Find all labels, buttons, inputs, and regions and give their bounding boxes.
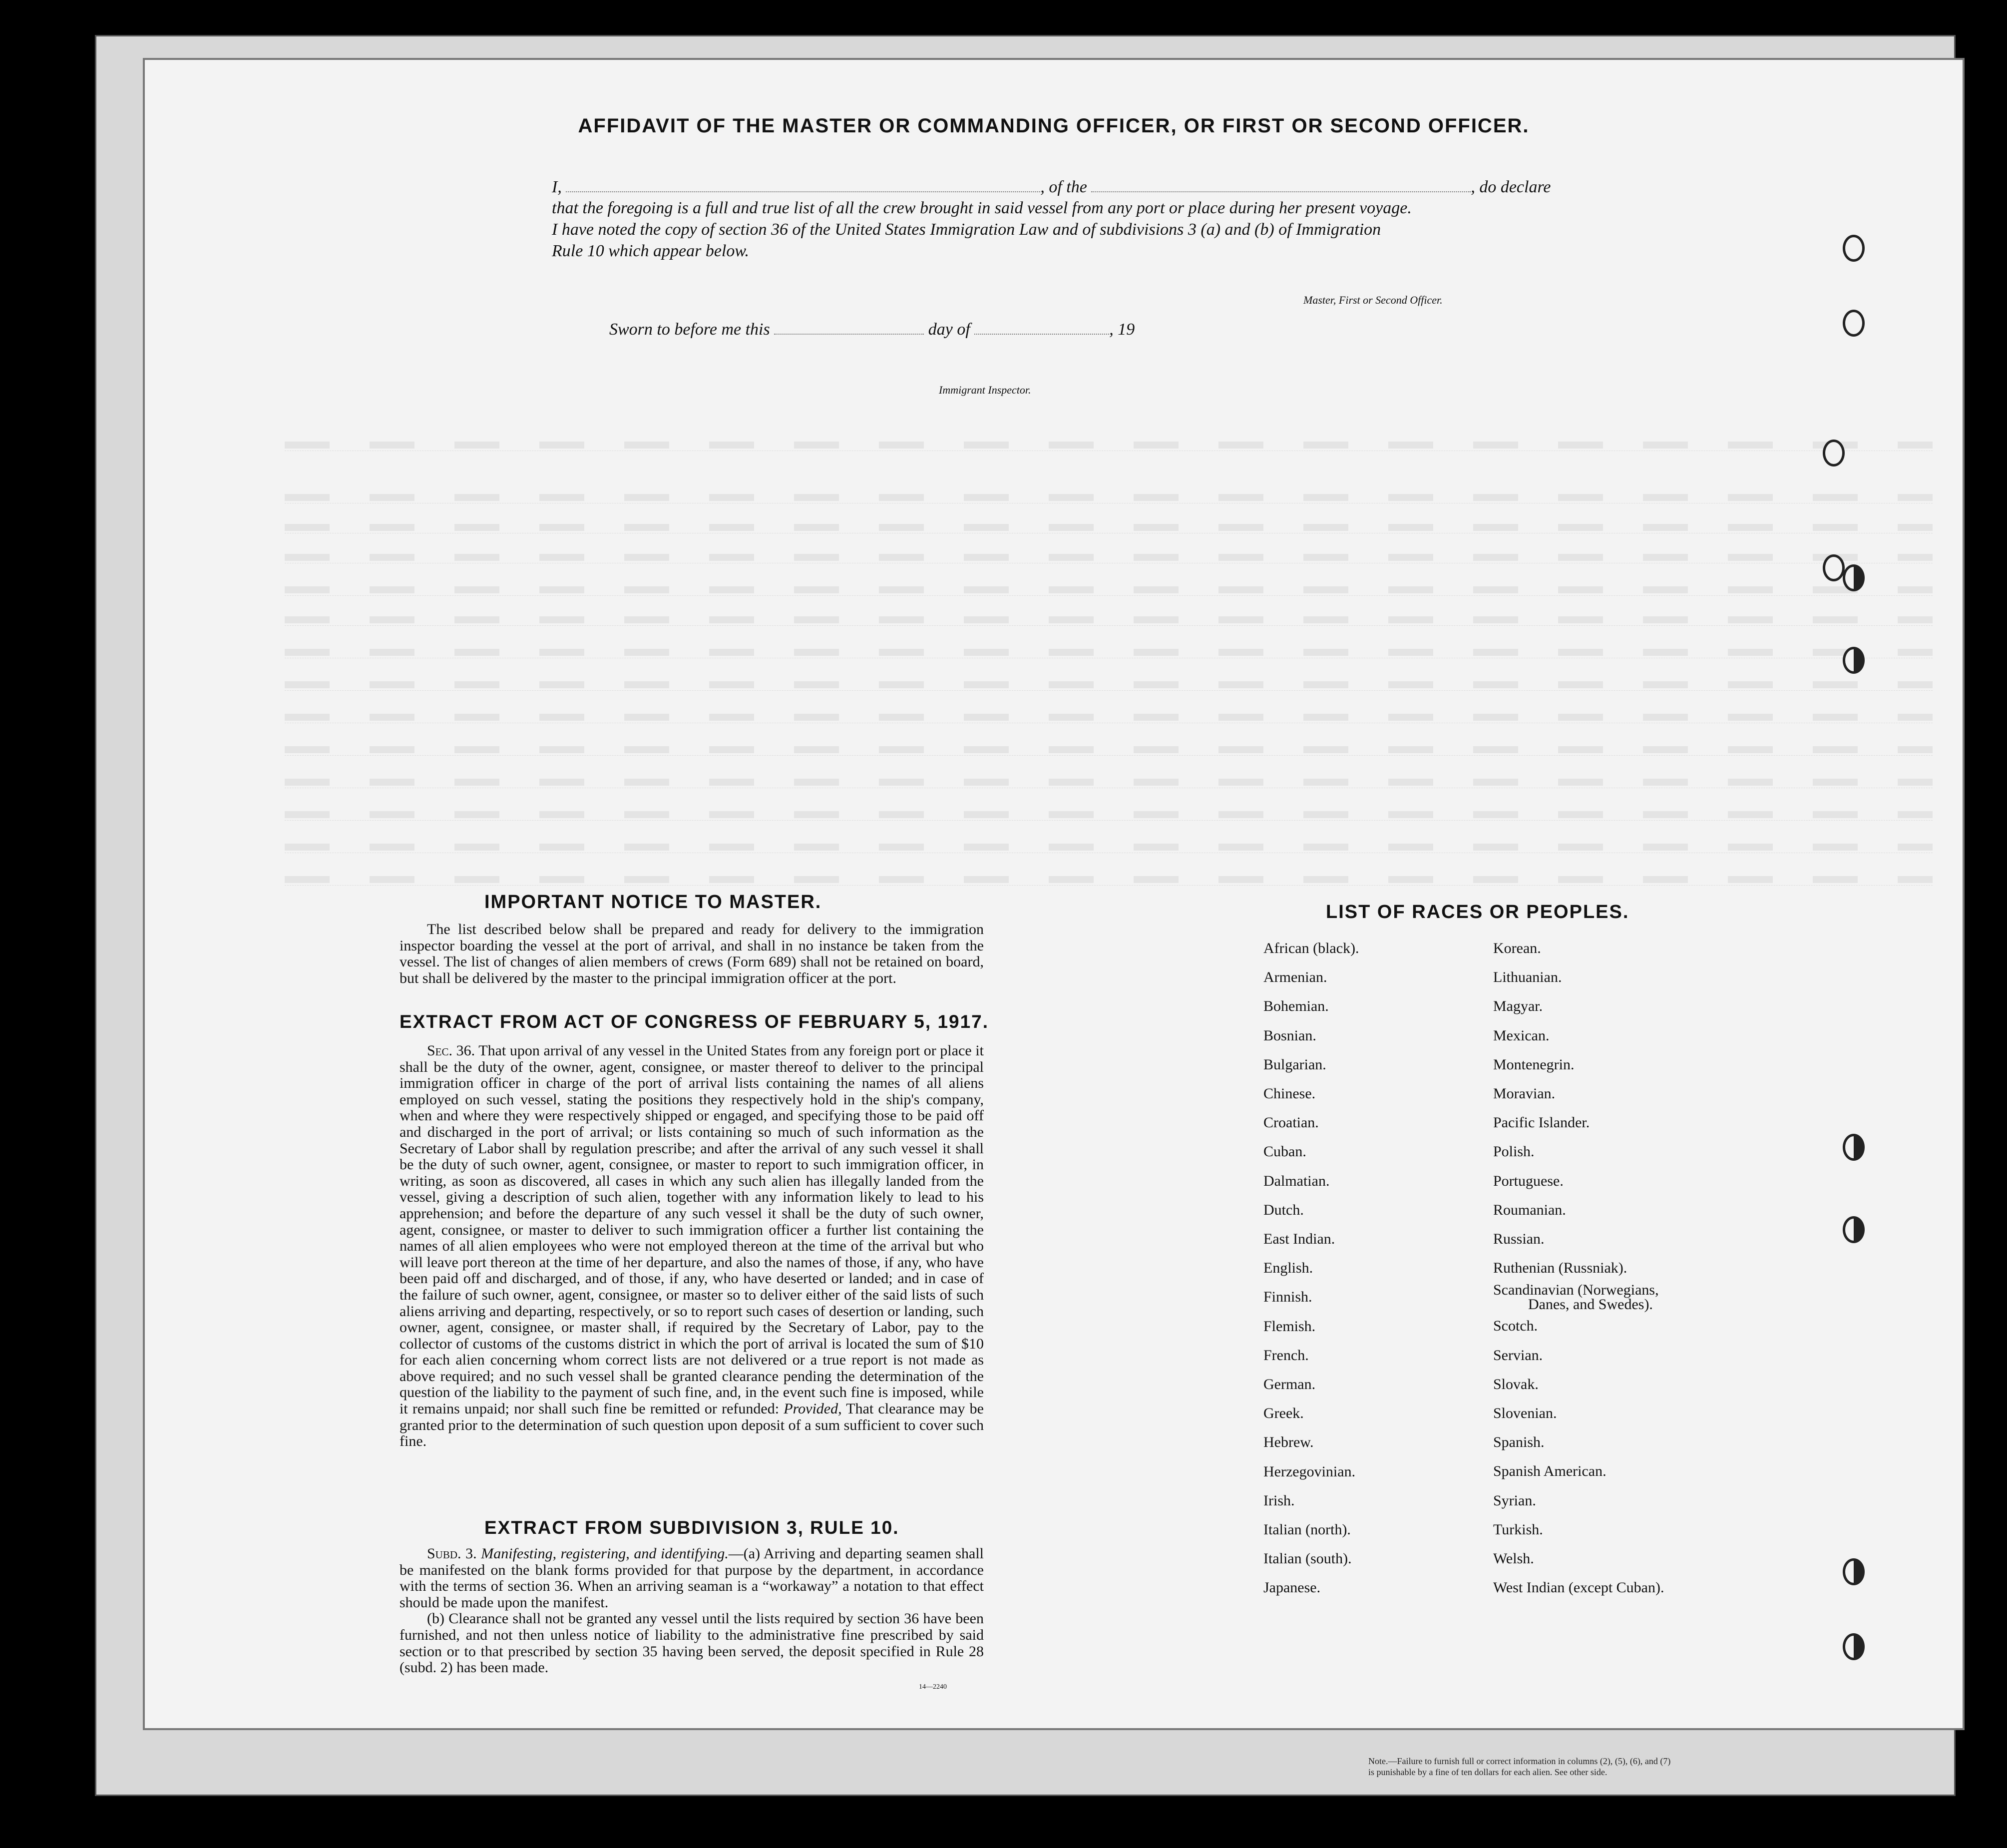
race-item: Cuban. (1263, 1143, 1306, 1160)
race-item: Italian (south). (1263, 1550, 1352, 1567)
affidavit-line-3: I have noted the copy of section 36 of the United States Immigration Law and of subdivisions 3 (a) and (b) of Immigration (552, 220, 1381, 239)
race-item: Chinese. (1263, 1085, 1316, 1102)
race-item: Syrian. (1493, 1492, 1536, 1509)
punch-hole-icon (1843, 310, 1865, 337)
races-column-1 (1263, 934, 1359, 1603)
punch-hole-icon (1843, 1216, 1865, 1243)
affidavit-i: I, (552, 178, 562, 196)
rule-body (400, 1546, 984, 1676)
affidavit-line-1 (552, 177, 1551, 197)
subd-heading: Manifesting, registering, and identifying. (481, 1545, 729, 1562)
affidavit-of-the: , of the (1040, 178, 1087, 196)
race-item: Servian. (1493, 1347, 1543, 1364)
punch-hole-icon (1843, 1134, 1865, 1161)
race-item: Montenegrin. (1493, 1056, 1575, 1073)
race-item: Dalmatian. (1263, 1172, 1330, 1189)
race-item: Armenian. (1263, 969, 1327, 986)
races-title: LIST OF RACES OR PEOPLES. (1326, 902, 1629, 923)
master-signature-label: Master, First or Second Officer. (1303, 294, 1443, 306)
race-item: Portuguese. (1493, 1172, 1564, 1189)
rule-para-b: (b) Clearance shall not be granted any vessel until the lists required by section 36 have been furnished, and not then unless notice of liability to the administrative fine prescribed by said section or to that prescribed by section 35 having been served, the deposit specified in Rule 28 (subd. 2) has been made. (400, 1610, 984, 1676)
race-item: African (black). (1263, 940, 1359, 956)
vessel-blank (1091, 177, 1471, 192)
act-body-main: That upon arrival of any vessel in the United States from any foreign port or place it shall be the duty of the owner, agent, consignee, or master thereof to deliver to the principal immigration officer in charge of the port of arrival lists containing the names of all aliens employed on such vessel, stating the positions they respectively hold in the ship's company, when and where they were respectively shipped or engaged, and specifying those to be paid off and discharged in the port of arrival; or lists containing so much of such information as the Secretary of Labor shall by regulation prescribe; and after the arrival of any such vessel it shall be the duty of such owner, agent, consignee, or master to report to such immigration officer, in writing, as soon as discovered, all cases in which any such alien has illegally landed from the vessel, giving a description of such alien, together with any information likely to lead to his apprehension; and before the departure of any such vessel it shall be the duty of such owner, agent, consignee, or master to deliver to such immigration officer a further list containing the names of all alien employees who were not employed thereon at the time of the arrival but who will leave port thereon at the time of her departure, and also the names of those, if any, who have been paid off and discharged, and of those, if any, who have deserted or landed; and in case of the failure of such owner, agent, consignee, or master so to deliver either of the said lists of such aliens arriving and departing, respectively, or so to report such cases of desertion or landing, such owner, agent, consignee, or master shall, if required by the Secretary of Labor, pay to the collector of customs of the customs district in which the port of arrival is located the sum of $10 for each alien concerning whom correct lists are not delivered or a true report is not made as above required; and no such vessel shall be granted clearance pending the determination of the question of the liability to the payment of such fine, and, in the event such fine is imposed, while it remains unpaid; nor shall such fine be remitted or refunded: (400, 1042, 984, 1417)
race-item: Mexican. (1493, 1027, 1550, 1044)
punch-hole-icon (1823, 554, 1845, 581)
race-item: Hebrew. (1263, 1434, 1314, 1451)
form-number: 14—2240 (919, 1683, 947, 1691)
race-item: Spanish American. (1493, 1463, 1606, 1480)
sworn-line (609, 320, 1135, 339)
race-item: Italian (north). (1263, 1521, 1351, 1538)
subd-label: Subd. 3. (427, 1545, 477, 1562)
race-item: Greek. (1263, 1405, 1304, 1422)
fine-note-line-1: Note.—Failure to furnish full or correct information in columns (2), (5), (6), and (7) (1368, 1756, 1671, 1766)
act-title: EXTRACT FROM ACT OF CONGRESS OF FEBRUARY 5, 1917. (400, 1011, 989, 1032)
race-item: Croatian. (1263, 1114, 1319, 1131)
race-item: Korean. (1493, 940, 1541, 956)
race-item: Herzegovinian. (1263, 1463, 1356, 1480)
name-blank (566, 177, 1040, 192)
notice-title: IMPORTANT NOTICE TO MASTER. (484, 892, 822, 913)
month-blank (974, 320, 1109, 335)
document-page (145, 60, 1963, 1777)
notice-body: The list described below shall be prepared and ready for delivery to the immigration inspector boarding the vessel at the port of arrival, and shall in no instance be taken from the vessel. The list of changes of alien members of crews (Form 689) shall not be retained on board, but shall be delivered by the master to the principal immigration officer at the port. (400, 921, 984, 986)
affidavit-line-2: that the foregoing is a full and true list of all the crew brought in said vessel from any port or place during her present voyage. (552, 199, 1412, 217)
sworn-text: Sworn to before me this (609, 320, 770, 339)
punch-hole-icon (1843, 647, 1865, 674)
punch-hole-icon (1843, 235, 1865, 262)
section-label: Sec. 36. (427, 1042, 475, 1059)
act-provided: Provided, (784, 1400, 842, 1417)
race-item: Roumanian. (1493, 1201, 1566, 1218)
race-item: Slovak. (1493, 1376, 1539, 1392)
race-item: Moravian. (1493, 1085, 1556, 1102)
rule-title: EXTRACT FROM SUBDIVISION 3, RULE 10. (484, 1517, 899, 1538)
fine-note-line-2: is punishable by a fine of ten dollars for each alien. See other side. (1368, 1767, 1607, 1777)
year-text: , 19 (1109, 320, 1135, 339)
affidavit-line-4: Rule 10 which appear below. (552, 242, 750, 260)
fine-note (1368, 1756, 1670, 1778)
punch-hole-icon (1843, 1633, 1865, 1660)
punch-hole-icon (1843, 1558, 1865, 1585)
race-item: Turkish. (1493, 1521, 1543, 1538)
race-item: German. (1263, 1376, 1316, 1393)
race-item: Scotch. (1493, 1318, 1538, 1335)
affidavit-declare: , do declare (1471, 178, 1551, 196)
race-item: Danes, and Swedes). (1528, 1296, 1653, 1313)
race-item: Russian. (1493, 1231, 1545, 1248)
race-item: Lithuanian. (1493, 969, 1562, 986)
race-item: French. (1263, 1347, 1309, 1364)
race-item: Flemish. (1263, 1318, 1316, 1335)
race-item: Japanese. (1263, 1579, 1321, 1596)
race-item: Scandinavian (Norwegians, (1493, 1282, 1659, 1299)
race-item: Bosnian. (1263, 1027, 1316, 1044)
affidavit-title: AFFIDAVIT OF THE MASTER OR COMMANDING OFFICER, OR FIRST OR SECOND OFFICER. (578, 115, 1530, 137)
race-item: English. (1263, 1260, 1313, 1277)
punch-hole-icon (1823, 440, 1845, 466)
day-blank (774, 320, 924, 335)
act-body-end: That clearance may be granted prior to the determination of such question upon deposit of a sum sufficient to cover such fine. (400, 1400, 984, 1450)
race-item: Welsh. (1493, 1550, 1534, 1567)
race-item: East Indian. (1263, 1231, 1335, 1248)
race-item: Magyar. (1493, 998, 1543, 1015)
inspector-signature-label: Immigrant Inspector. (939, 384, 1031, 396)
race-item: Bulgarian. (1263, 1056, 1326, 1073)
race-item: Spanish. (1493, 1434, 1545, 1451)
race-item: Pacific Islander. (1493, 1114, 1590, 1131)
day-of-text: day of (928, 320, 970, 339)
race-item: Dutch. (1263, 1201, 1304, 1218)
race-item: Ruthenian (Russniak). (1493, 1260, 1627, 1277)
race-item: Slovenian. (1493, 1405, 1557, 1422)
race-item: Finnish. (1263, 1289, 1312, 1306)
punch-hole-icon (1843, 564, 1865, 591)
race-item: Bohemian. (1263, 998, 1329, 1015)
rule-para-a: —(a) Arriving and departing seamen shall be manifested on the blank forms provided for that purpose by the department, in accordance with the terms of section 36. When an arriving seaman is a “workaway” a notation to that effect should be made upon the manifest. (400, 1545, 984, 1611)
races-column-2 (1493, 934, 1664, 1602)
race-item: Polish. (1493, 1143, 1535, 1160)
race-item: West Indian (except Cuban). (1493, 1579, 1664, 1596)
act-section-36 (400, 1043, 984, 1450)
race-item: Irish. (1263, 1492, 1295, 1509)
